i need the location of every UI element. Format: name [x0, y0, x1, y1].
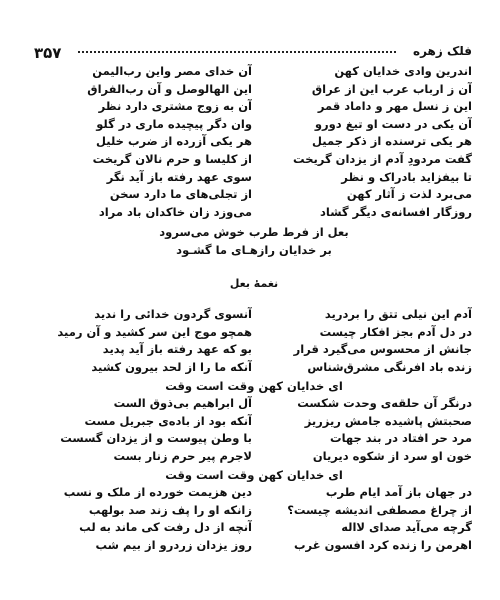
verse-line: [36, 395, 472, 413]
verse-line: [36, 413, 472, 431]
verse-left-hemistich: این الهالوصل و آن رب‌الفراق: [87, 81, 252, 96]
verse-left-hemistich: زانکه او را پف زند صد بولهب: [88, 502, 252, 517]
verse-left-hemistich: هر یکی آزرده از ضرب خلیل: [96, 134, 252, 149]
verse-right-hemistich: در جهان باز آمد ایام طرب: [325, 485, 472, 499]
verse-right-hemistich: خون او سرد از شکوه دیریان: [312, 448, 472, 463]
verse-line: [36, 98, 472, 116]
running-title: فلک زهره: [413, 44, 472, 58]
verse-right-hemistich: زنده باد افرنگی مشرق‌شناس: [307, 359, 472, 374]
verse-line: [36, 186, 472, 204]
verse-left-hemistich: همچو موج این سر کشید و آن رمید: [57, 324, 252, 339]
verse-right-hemistich: مرد حر افتاد در بند جهات: [330, 431, 472, 446]
verse-line: [36, 448, 472, 466]
verse-line: [36, 151, 472, 169]
verse-line: [36, 116, 472, 134]
page-number: ۳۵۷: [34, 44, 62, 62]
stanza-2: [36, 306, 472, 376]
verse-right-hemistich: آدم این نیلی تتق را بردرید: [324, 307, 472, 321]
page-header: [34, 44, 472, 62]
verse-right-hemistich: آن ز ارباب عرب این از عراق: [311, 81, 472, 96]
verse-left-hemistich: سوی عهد رفته باز آید نگر: [106, 169, 252, 184]
verse-right-hemistich: تا بیفزاید بادراک و نظر: [341, 169, 472, 184]
verse-left-hemistich: از کلیسا و حرم نالان گریخت: [92, 151, 252, 166]
refrain-1: ای خدایان کهن وقت است وقت: [165, 379, 343, 393]
couplet-line-2: بر خدایان رازهـای ما گشـود: [176, 243, 332, 257]
verse-line: [36, 502, 472, 520]
stanza-3: [36, 395, 472, 465]
verse-right-hemistich: این ز نسل مهر و داماد قمر: [317, 99, 472, 114]
verse-left-hemistich: از تجلی‌های ما دارد سخن: [109, 187, 252, 202]
verse-line: [36, 341, 472, 359]
stanza-4: [36, 484, 472, 554]
verse-left-hemistich: بو که عهد رفته باز آید پدید: [102, 342, 252, 357]
verse-right-hemistich: درنگر آن حلقه‌ی وحدت شکست: [297, 396, 472, 410]
verse-left-hemistich: آل ابراهیم بی‌ذوق الست: [113, 396, 252, 410]
verse-right-hemistich: اندرین وادی خدایان کهن: [334, 64, 472, 78]
verse-line: [36, 537, 472, 555]
verse-right-hemistich: صحبتش پاشیده جامش ریزریز: [304, 413, 472, 428]
verse-left-hemistich: لاجرم پیر حرم زنار بست: [113, 448, 252, 463]
verse-line: [36, 484, 472, 502]
dotted-leader: [78, 51, 396, 53]
couplet-line-1: بعل از فرط طرب خوش می‌سرود: [159, 225, 349, 239]
verse-line: [36, 204, 472, 222]
verse-left-hemistich: آن خدای مصر واین رب‌الیمن: [92, 64, 252, 78]
verse-line: [36, 81, 472, 99]
verse-left-hemistich: دین هزیمت خورده از ملک و نسب: [63, 485, 252, 499]
verse-line: [36, 324, 472, 342]
verse-line: [36, 306, 472, 324]
verse-left-hemistich: آنکه بود از باده‌ی جبریل مست: [84, 413, 252, 428]
verse-right-hemistich: گفت مردودِ آدم از یزدان گریخت: [293, 151, 472, 166]
verse-left-hemistich: وان دگر پیچیده ماری در گلو: [96, 116, 252, 131]
stanza-1: [36, 63, 472, 221]
verse-left-hemistich: آن به زوج مشتری دارد نظر: [98, 99, 252, 114]
verse-right-hemistich: در دل آدم بجز افکار چیست: [319, 324, 472, 339]
verse-line: [36, 430, 472, 448]
verse-line: [36, 359, 472, 377]
verse-right-hemistich: اهرمن را زنده کرد افسون غرب: [294, 537, 472, 552]
verse-right-hemistich: گرچه می‌آید صدای لااله: [341, 520, 472, 535]
verse-left-hemistich: آنسوی گردون خدائی را ندید: [94, 307, 252, 321]
verse-left-hemistich: با وطن پیوست و از یزدان گسست: [60, 431, 252, 446]
verse-left-hemistich: می‌وزد زان خاکدان باد مراد: [98, 204, 252, 219]
verse-line: [36, 63, 472, 81]
verse-line: [36, 133, 472, 151]
verse-right-hemistich: هر یکی ترسنده از ذکر جمیل: [312, 134, 472, 149]
verse-right-hemistich: جانش از محسوس می‌گیرد قرار: [293, 342, 472, 357]
verse-line: [36, 169, 472, 187]
verse-right-hemistich: روزگار افسانه‌ی دیگر گشاد: [319, 204, 472, 219]
verse-left-hemistich: آنچه از دل رفت کی ماند به لب: [79, 520, 252, 535]
verse-line: [36, 519, 472, 537]
verse-right-hemistich: می‌برد لذت ز آثار کهن: [346, 187, 472, 202]
verse-left-hemistich: روز یزدان زردرو از بیم شب: [95, 537, 252, 552]
verse-right-hemistich: از چراغ مصطفی اندیشه چیست؟: [287, 502, 472, 517]
refrain-2: ای خدایان کهن وقت است وقت: [165, 468, 343, 482]
verse-right-hemistich: آن یکی در دست او تیغ دورو: [314, 116, 472, 131]
verse-left-hemistich: آنکه ما را از لحد بیرون کشید: [91, 359, 252, 374]
section-title: نغمهٔ بعل: [229, 277, 279, 290]
